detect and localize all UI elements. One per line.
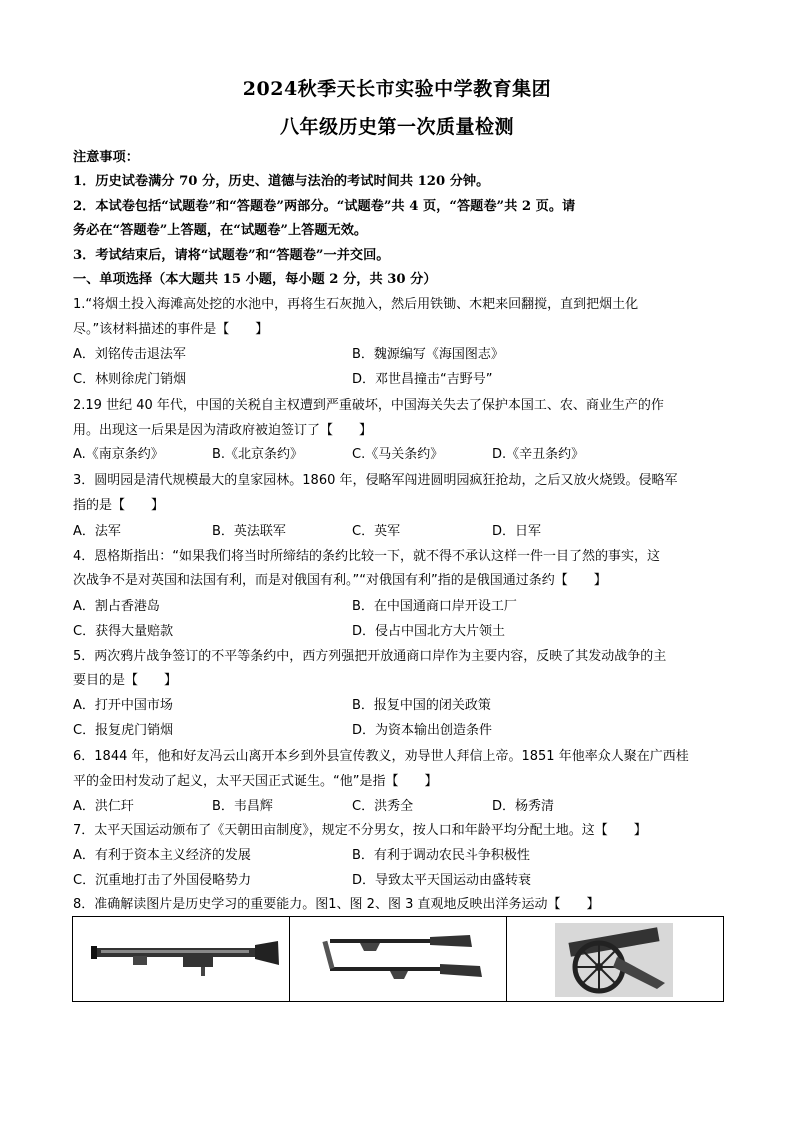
question-6-option-c: C．洪秀全 — [352, 799, 414, 814]
question-7-option-b: B．有利于调动农民斗争积极性 — [352, 848, 530, 863]
question-1-option-d: D．邓世昌撞击“吉野号” — [352, 372, 493, 387]
question-5-option-c: C．报复虎门销烟 — [73, 723, 174, 738]
question-4-option-d: D．侵占中国北方大片领土 — [352, 624, 506, 639]
question-7-option-d: D．导致太平天国运动由盛转衰 — [352, 873, 532, 888]
question-3-line-2: 指的是【 】 — [73, 498, 165, 513]
question-3-line-1: 3．圆明园是清代规模最大的皇家园林。1860 年，侵略军闯进圆明园疯狂抢劫，之后又放火烧毁。侵略军 — [73, 473, 678, 488]
question-7-line-1: 7．太平天国运动颁布了《天朝田亩制度》，规定不分男女，按人口和年龄平均分配土地。这【 】 — [73, 823, 647, 838]
question-2-line-2: 用。出现这一后果是因为清政府被迫签订了【 】 — [73, 423, 373, 438]
question-6-option-d: D．杨秀清 — [492, 799, 555, 814]
note-2a: 2．本试卷包括“试题卷”和“答题卷”两部分。“试题卷”共 4 页，“答题卷”共 2 页。请 — [73, 199, 576, 214]
note-3: 3．考试结束后，请将“试题卷”和“答题卷”一并交回。 — [73, 248, 390, 263]
notes-heading: 注意事项： — [73, 150, 139, 165]
question-1-line-2: 尽。”该材料描述的事件是【 】 — [73, 322, 269, 337]
question-5-option-d: D．为资本输出创造条件 — [352, 723, 493, 738]
question-7-option-a: A．有利于资本主义经济的发展 — [73, 848, 251, 863]
question-4-option-c: C．获得大量赔款 — [73, 624, 174, 639]
question-2-option-a: A.《南京条约》 — [73, 447, 164, 462]
question-2-option-d: D.《辛丑条约》 — [492, 447, 585, 462]
question-1-option-c: C．林则徐虎门销烟 — [73, 372, 187, 387]
question-2-option-b: B.《北京条约》 — [212, 447, 304, 462]
section-heading: 一、单项选择（本大题共 15 小题，每小题 2 分，共 30 分） — [73, 272, 437, 287]
figure-3-cell — [507, 917, 723, 1001]
cannon-icon — [507, 917, 723, 1001]
figure-table — [72, 916, 724, 1002]
question-3-option-b: B．英法联军 — [212, 524, 286, 539]
question-1-line-1: 1.“将烟土投入海滩高处挖的水池中，再将生石灰抛入，然后用铁锄、木耙来回翻搅，直到把烟土化 — [73, 297, 639, 312]
question-6-line-1: 6．1844 年，他和好友冯云山离开本乡到外县宣传教义，劝导世人拜信上帝。1851 年他率众人聚在广西桂 — [73, 749, 689, 764]
question-5-option-b: B．报复中国的闭关政策 — [352, 698, 491, 713]
question-4-option-a: A．割占香港岛 — [73, 599, 160, 614]
question-4-line-1: 4．恩格斯指出：“如果我们将当时所缔结的条约比较一下，就不得不承认这样一件一目了然的事实，这 — [73, 549, 661, 564]
note-2b: 务必在“答题卷”上答题，在“试题卷”上答题无效。 — [73, 223, 368, 238]
long-gun-icon — [73, 917, 289, 1001]
figure-2-cell — [290, 917, 507, 1001]
question-5-line-2: 要目的是【 】 — [73, 673, 178, 688]
question-3-option-d: D．日军 — [492, 524, 542, 539]
question-3-option-a: A．法军 — [73, 524, 121, 539]
exam-subtitle: 八年级历史第一次质量检测 — [279, 116, 514, 138]
question-5-option-a: A．打开中国市场 — [73, 698, 173, 713]
question-5-line-1: 5．两次鸦片战争签订的不平等条约中，西方列强把开放通商口岸作为主要内容，反映了其发动战争的主 — [73, 649, 667, 664]
question-4-line-2: 次战争不是对英国和法国有利，而是对俄国有利。”“对俄国有利”指的是俄国通过条约【 】 — [73, 573, 607, 588]
rifles-icon — [290, 917, 506, 1001]
question-8-line-1: 8．准确解读图片是历史学习的重要能力。图1、图 2、图 3 直观地反映出洋务运动【 】 — [73, 897, 600, 912]
question-7-option-c: C．沉重地打击了外国侵略势力 — [73, 873, 252, 888]
question-2-line-1: 2.19 世纪 40 年代，中国的关税自主权遭到严重破坏，中国海关失去了保护本国工、农、商业生产的作 — [73, 398, 664, 413]
question-6-line-2: 平的金田村发动了起义，太平天国正式诞生。“他”是指【 】 — [73, 774, 438, 789]
question-4-option-b: B．在中国通商口岸开设工厂 — [352, 599, 517, 614]
question-6-option-b: B．韦昌辉 — [212, 799, 273, 814]
figure-1-cell — [73, 917, 290, 1001]
exam-title: 2024秋季天长市实验中学教育集团 — [242, 78, 552, 100]
question-1-option-b: B．魏源编写《海国图志》 — [352, 347, 504, 362]
question-1-option-a: A．刘铭传击退法军 — [73, 347, 186, 362]
note-1: 1．历史试卷满分 70 分，历史、道德与法治的考试时间共 120 分钟。 — [73, 174, 490, 189]
question-3-option-c: C．英军 — [352, 524, 401, 539]
question-6-option-a: A．洪仁玕 — [73, 799, 134, 814]
question-2-option-c: C.《马关条约》 — [352, 447, 444, 462]
